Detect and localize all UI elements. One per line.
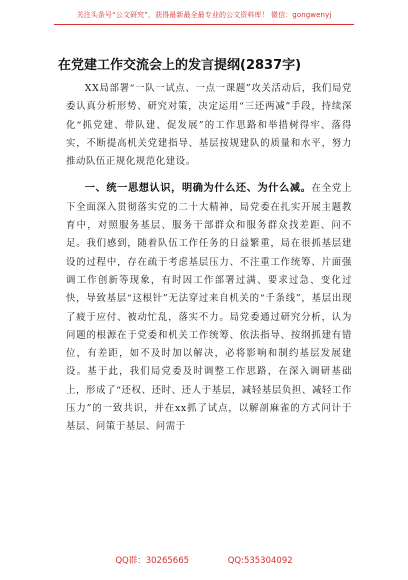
document-body [66, 80, 352, 437]
contact-footer [0, 555, 408, 567]
section-heading: 一、统一思想认识，明确为什么还、为什么减。 [84, 183, 312, 195]
promo-banner: 关注头条号“公文研究”，获得最新最全最专业的公文资料库！ 微信：gongwenyj [76, 11, 332, 19]
paragraph-text: 在全党上下全面深入贯彻落实党的二十大精神，局党委在扎实开展主题教育中，对照服务基层、服务干部群众和服务群众找差距、问不足。我们感到，随着队伍工作任务的日益繁重，局在很抓基层建设的过程中，存在疏于考虑基层压力、不注重工作统筹、片面强调工作创新等现象，有时因工作部署过满、要求过急、变化过快，导致基层“这根针”无法穿过来自机关的“千条线”，基层出现了疲于应付、被动忙乱，落实不力。局党委通过研究分析，认为问题的根源在于党委和机关工作统筹、依法指导、按纲抓建有错位，有差距，如不及时加以解决，必将影响和制约基层发展建设。基于此，我们局党委及时调整工作思路，在深入调研基础上，形成了“还权、还时、还人于基层，减轻基层负担、减轻工作压力”的一致共识，并在xx抓了试点，以解剖麻雀的方式问计于基层、问策于基层、问需于 [66, 183, 352, 433]
document-title: 在党建工作交流会上的发言提纲(2837字) [58, 58, 302, 73]
paragraph-text: XX局部署“一队一试点、一点一课题”攻关活动后，我们局党委认真分析形势、研究对策，决定运用“三还两减”手段，持续深化“抓党建、带队建、促发展”的工作思路和举措树得牢、落得实，不断提高机关党建指导、基层按规建队的质量和水平，努力推动队伍正规化规范化建设。 [66, 83, 352, 168]
body-paragraph [66, 80, 352, 171]
header-divider [54, 24, 354, 25]
body-paragraph [66, 180, 352, 436]
qq-number: QQ:535304092 [227, 556, 293, 566]
qq-group-number: QQ群：30265665 [115, 556, 190, 566]
